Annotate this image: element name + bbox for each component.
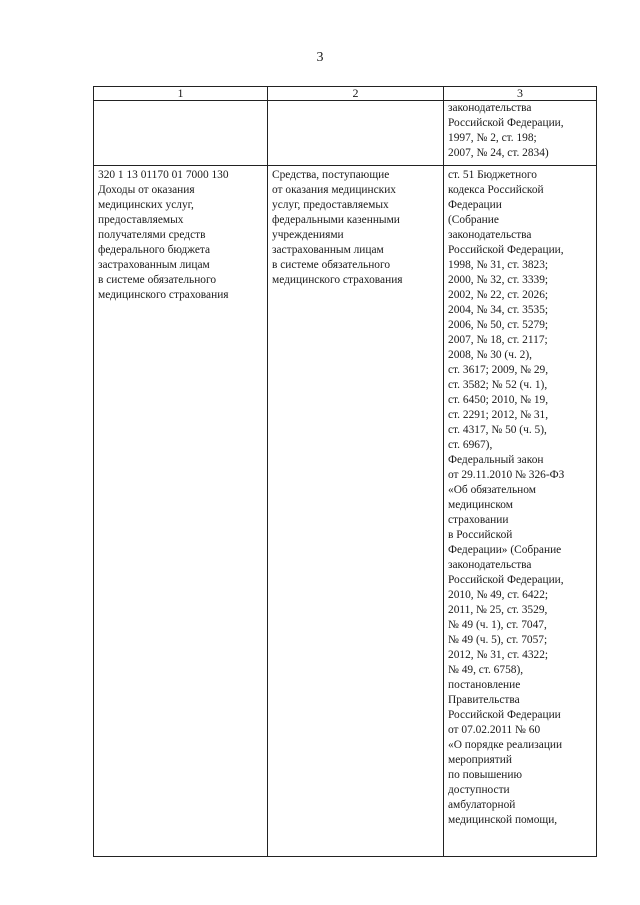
- text-line: ст. 6450; 2010, № 19,: [448, 394, 549, 406]
- text-line: от 29.11.2010 № 326-ФЗ: [448, 469, 565, 481]
- text-line: 2006, № 50, ст. 5279;: [448, 319, 549, 331]
- text-line: Федерации» (Собрание: [448, 544, 562, 556]
- text-line: медицинского страхования: [98, 289, 229, 301]
- text-line: 2002, № 22, ст. 2026;: [448, 289, 549, 301]
- text-line: услуг, предоставляемых: [272, 199, 389, 211]
- text-line: ст. 2291; 2012, № 31,: [448, 409, 549, 421]
- column-header-1: 1: [94, 87, 268, 101]
- text-line: Российской Федерации,: [448, 574, 564, 586]
- text-line: от оказания медицинских: [272, 184, 396, 196]
- text-line: Российской Федерации,: [448, 117, 564, 129]
- text-line: № 49 (ч. 5), ст. 7057;: [448, 634, 548, 646]
- text-line: Правительства: [448, 694, 520, 706]
- text-line: мероприятий: [448, 754, 512, 766]
- text-line: в системе обязательного: [98, 274, 217, 286]
- text-line: ст. 6967),: [448, 439, 493, 451]
- text-line: (Собрание: [448, 214, 499, 226]
- continuation-row: [94, 101, 597, 166]
- text-line: ст. 51 Бюджетного: [448, 169, 538, 181]
- text-line: медицинских услуг,: [98, 199, 194, 211]
- text-line: «О порядке реализации: [448, 739, 563, 751]
- text-line: амбулаторной: [448, 799, 516, 811]
- income-description: [272, 168, 439, 288]
- text-line: Средства, поступающие: [272, 169, 390, 181]
- text-line: постановление: [448, 679, 521, 691]
- text-line: 320 1 13 01170 01 7000 130: [98, 169, 229, 181]
- text-line: в системе обязательного: [272, 259, 391, 271]
- column-header-3: 3: [444, 87, 597, 101]
- text-line: Федеральный закон: [448, 454, 544, 466]
- text-line: 2010, № 49, ст. 6422;: [448, 589, 549, 601]
- text-line: ст. 3617; 2009, № 29,: [448, 364, 549, 376]
- text-line: законодательства: [448, 559, 532, 571]
- column-header-2: 2: [268, 87, 444, 101]
- text-line: доступности: [448, 784, 510, 796]
- text-line: 1997, № 2, ст. 198;: [448, 132, 537, 144]
- legal-table: [93, 86, 597, 857]
- text-line: Доходы от оказания: [98, 184, 195, 196]
- text-line: 2012, № 31, ст. 4322;: [448, 649, 549, 661]
- income-description-cell: [268, 166, 444, 857]
- text-line: Федерации: [448, 199, 502, 211]
- text-line: медицинском: [448, 499, 513, 511]
- text-line: страховании: [448, 514, 509, 526]
- text-line: 1998, № 31, ст. 3823;: [448, 259, 549, 271]
- text-line: Российской Федерации: [448, 709, 561, 721]
- text-line: медицинского страхования: [272, 274, 403, 286]
- income-code-and-name: [98, 168, 263, 303]
- text-line: законодательства: [448, 102, 532, 114]
- text-line: федеральными казенными: [272, 214, 400, 226]
- text-line: «Об обязательном: [448, 484, 536, 496]
- page-number: 3: [316, 50, 324, 65]
- continuation-cell-3: [444, 101, 597, 166]
- text-line: ст. 4317, № 50 (ч. 5),: [448, 424, 547, 436]
- legal-basis: [448, 168, 592, 828]
- text-line: № 49 (ч. 1), ст. 7047,: [448, 619, 547, 631]
- text-line: Российской Федерации,: [448, 244, 564, 256]
- text-line: № 49, ст. 6758),: [448, 664, 524, 676]
- text-line: 2004, № 34, ст. 3535;: [448, 304, 549, 316]
- text-line: 2008, № 30 (ч. 2),: [448, 349, 532, 361]
- income-code-cell: [94, 166, 268, 857]
- header-row: [94, 87, 597, 101]
- text-line: 2007, № 24, ст. 2834): [448, 147, 549, 159]
- continuation-cell-1: [94, 101, 268, 166]
- income-row: [94, 166, 597, 857]
- text-line: застрахованным лицам: [272, 244, 384, 256]
- text-line: получателями средств: [98, 229, 206, 241]
- legal-basis-cell: [444, 166, 597, 857]
- text-line: учреждениями: [272, 229, 344, 241]
- text-line: кодекса Российской: [448, 184, 544, 196]
- text-line: 2000, № 32, ст. 3339;: [448, 274, 549, 286]
- continuation-legal-refs: [448, 101, 592, 161]
- text-line: федерального бюджета: [98, 244, 211, 256]
- text-line: застрахованным лицам: [98, 259, 210, 271]
- text-line: законодательства: [448, 229, 532, 241]
- text-line: ст. 3582; № 52 (ч. 1),: [448, 379, 548, 391]
- text-line: предоставляемых: [98, 214, 184, 226]
- text-line: медицинской помощи,: [448, 814, 558, 826]
- text-line: от 07.02.2011 № 60: [448, 724, 541, 736]
- text-line: 2007, № 18, ст. 2117;: [448, 334, 548, 346]
- text-line: по повышению: [448, 769, 522, 781]
- text-line: 2011, № 25, ст. 3529,: [448, 604, 548, 616]
- continuation-cell-2: [268, 101, 444, 166]
- text-line: в Российской: [448, 529, 513, 541]
